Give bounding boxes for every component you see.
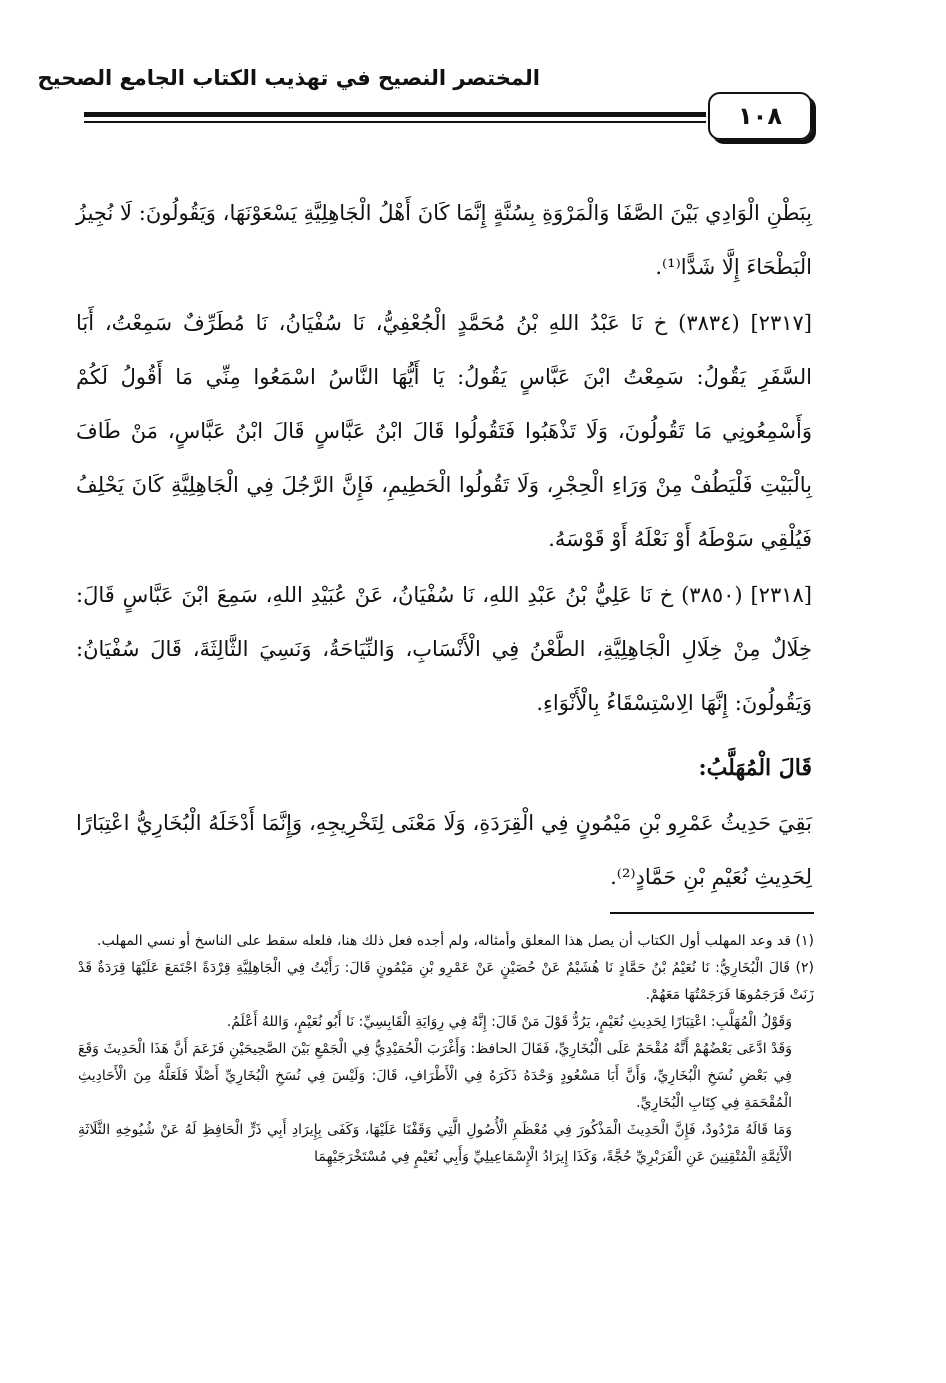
- main-text: [76, 186, 812, 730]
- hadith-2318: [٢٣١٨] (٣٨٥٠) خ نَا عَلِيُّ بْنُ عَبْدِ اللهِ، نَا سُفْيَانُ، عَنْ عُبَيْدِ اللهِ، سَمِعَ ابْنَ عَبَّاسٍ قَالَ: خِلَالٌ مِنْ خِلَالِ الْجَاهِلِيَّةِ، الطَّعْنُ فِي الْأَنْسَابِ، وَالنِّيَاحَةُ، وَنَسِيَ الثَّالِثَةَ، قَالَ سُفْيَانُ: وَيَقُولُونَ: إِنَّهَا الِاسْتِسْقَاءُ بِالْأَنْوَاءِ.: [76, 583, 812, 715]
- hadith-2317: [٢٣١٧] (٣٨٣٤) خ نَا عَبْدُ اللهِ بْنُ مُحَمَّدٍ الْجُعْفِيُّ، نَا سُفْيَانُ، نَا مُطَرِّفٌ سَمِعْتُ، أَبَا السَّفَرِ يَقُولُ: سَمِعْتُ ابْنَ عَبَّاسٍ يَقُولُ: يَا أَيُّهَا النَّاسُ اسْمَعُوا مِنِّي مَا أَقُولُ لَكُمْ وَأَسْمِعُونِي مَا تَقُولُونَ، وَلَا تَذْهَبُوا فَتَقُولُوا قَالَ ابْنُ عَبَّاسٍ قَالَ ابْنُ عَبَّاسٍ، مَنْ طَافَ بِالْبَيْتِ فَلْيَطُفْ مِنْ وَرَاءِ الْحِجْرِ، وَلَا تَقُولُوا الْحَطِيمِ، فَإِنَّ الرَّجُلَ فِي الْجَاهِلِيَّةِ كَانَ يَحْلِفُ فَيُلْقِي سَوْطَهُ أَوْ نَعْلَهُ أَوْ قَوْسَهُ.: [76, 311, 812, 551]
- footnote-2: (٢) قَالَ الْبُخَارِيُّ: نَا نُعَيْمُ بْنُ حَمَّادٍ نَا هُشَيْمٌ عَنْ حُصَيْنٍ عَنْ عَمْرِو بْنِ مَيْمُونٍ قَالَ: رَأَيْتُ فِي الْجَاهِلِيَّةِ قِرْدَةً اجْتَمَعَ عَلَيْهَا قِرَدَةٌ قَدْ زَنَتْ فَرَجَمُوهَا فَرَجَمْتُهَا مَعَهُمْ.: [78, 960, 814, 1003]
- header-rule-thin: [84, 121, 706, 123]
- running-title: المختصر النصيح في تهذيب الكتاب الجامع الصحيح: [37, 66, 540, 90]
- footnote-separator: [610, 912, 814, 914]
- footnote-1: (١) قد وعد المهلب أول الكتاب أن يصل هذا المعلق وأمثاله، ولم أجده فعل ذلك هنا، فلعله سقط على الناسخ أو نسي المهلب.: [97, 933, 814, 949]
- header-rule-thick: [84, 112, 706, 117]
- footnote-2-continued: وَقَدْ ادَّعَى بَعْضُهُمْ أَنَّهُ مُقْحَمٌ عَلَى الْبُخَارِيِّ، فَقَالَ الحافظ: وَأَغْرَبَ الْحُمَيْدِيُّ فِي الْجَمْعِ بَيْنَ الصَّحِيحَيْنِ فَزَعَمَ أَنَّ هَذَا الْحَدِيثَ وَقَعَ فِي بَعْضِ نُسَخِ الْبُخَارِيِّ، وَأَنَّ أَبَا مَسْعُودٍ وَحْدَهُ ذَكَرَهُ فِي الْأَطْرَافِ، قَالَ: وَلَيْسَ فِي نُسَخِ الْبُخَارِيِّ أَصْلًا فَلَعَلَّهُ مِنَ الْأَحَادِيثِ الْمُقْحَمَةِ فِي كِتَابِ الْبُخَارِيِّ.: [78, 1041, 792, 1111]
- paragraph-1: بِبَطْنِ الْوَادِي بَيْنَ الصَّفَا وَالْمَرْوَةِ بِسُنَّةٍ إِنَّمَا كَانَ أَهْلُ الْجَاهِلِيَّةِ يَسْعَوْنَهَا، وَيَقُولُونَ: لَا نُجِيزُ الْبَطْحَاءَ إِلَّا شَدًّا⁽¹⁾.: [76, 201, 812, 279]
- footnote-2-continued: وَمَا قَالَهُ مَرْدُودٌ، فَإِنَّ الْحَدِيثَ الْمَذْكُورَ فِي مُعْظَمِ الْأُصُولِ الَّتِي وَقَفْنَا عَلَيْهَا، وَكَفَى بِإِيرَادِ أَبِي ذَرٍّ الْحَافِظِ لَهُ عَنْ شُيُوخِهِ الثَّلَاثَةِ الْأَئِمَّةِ الْمُتْقِنِينَ عَنِ الْفَرَبْرِيِّ حُجَّةً، وَكَذَا إِيرَادُ الْإِسْمَاعِيلِيِّ وَأَبِي نُعَيْمٍ فِي مُسْتَخْرَجَيْهِمَا: [78, 1122, 792, 1165]
- main-text-2: [76, 796, 812, 904]
- footnote-2-continued: وَقَوْلُ الْمُهَلَّبِ: اعْتِبَارًا لِحَدِيثِ نُعَيْمٍ، يَرُدُّ قَوْلَ مَنْ قَالَ: إِنَّهُ فِي رِوَايَةِ الْقَابِسِيِّ: نَا أَبُو نُعَيْمٍ، وَاللهُ أَعْلَمُ.: [226, 1014, 792, 1030]
- paragraph-muhallab: بَقِيَ حَدِيثُ عَمْرِو بْنِ مَيْمُونٍ فِي الْقِرَدَةِ، وَلَا مَعْنَى لِتَخْرِيجِهِ، وَإِنَّمَا أَدْخَلَهُ الْبُخَارِيُّ اعْتِبَارًا لِحَدِيثِ نُعَيْمِ بْنِ حَمَّادٍ⁽²⁾.: [76, 811, 812, 889]
- footnotes: [78, 928, 814, 1171]
- page-number: ١٠٨: [738, 102, 782, 130]
- section-heading: قَالَ الْمُهَلَّبُ:: [698, 755, 812, 781]
- page-number-box: [708, 92, 812, 140]
